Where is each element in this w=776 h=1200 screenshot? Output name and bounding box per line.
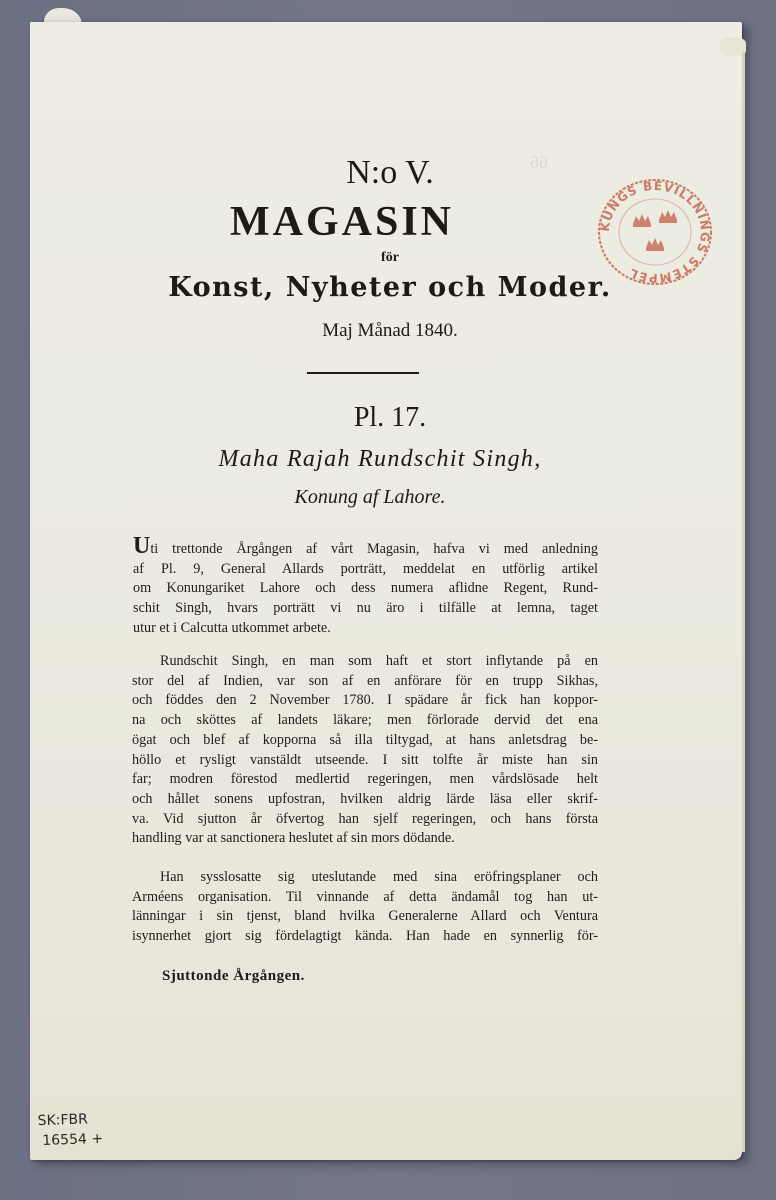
magazine-title: MAGASIN: [230, 199, 455, 245]
text-line: Rundschit Singh, en man som haft et stort inflytande på en: [160, 653, 598, 669]
text-line: Han sysslosatte sig uteslutande med sina eröfringsplaner och: [160, 869, 598, 885]
magazine-subtitle: Konst, Nyheter och Moder.: [168, 272, 612, 303]
text-line: handling var at sanctionera heslutet af sin mors dödande.: [132, 830, 455, 847]
text-line: af Pl. 9, General Allards porträtt, meddelat en utförlig artikel: [133, 560, 598, 577]
document-page: [30, 22, 742, 1160]
portrait-title: Konung af Lahore.: [294, 486, 446, 508]
issue-date: Maj Månad 1840.: [322, 320, 458, 341]
text-line: och föddes den 2 November 1780. I spädare år fick han koppor-: [132, 692, 598, 709]
divider-rule: [307, 372, 419, 374]
text-line: far; modren förestod medlertid regeringen, men vårdslösade helt: [132, 771, 598, 788]
text-line: va. Vid sjutton år öfvertog han sjelf regeringen, och hans första: [132, 810, 598, 827]
svg-text:KUNGS BEVILLNINGS STEMPEL: KUNGS BEVILLNINGS STEMPEL: [597, 178, 713, 286]
bleed-through-page-number: 66: [530, 152, 548, 172]
catalog-code: SK:FBR: [37, 1111, 89, 1130]
text-line: ögat och blef af kopporna så illa tiltygad, at hans anletsdrag be-: [132, 731, 598, 748]
paragraph-1: [133, 533, 598, 639]
paragraph-2: [132, 652, 598, 849]
plate-number: Pl. 17.: [353, 402, 427, 433]
text-line: länningar i sin tjenst, bland hvilka Generalerne Allard och Ventura: [132, 908, 598, 925]
issue-number: N:o V.: [346, 154, 434, 191]
three-crowns-icon: [633, 210, 677, 251]
text-line: och hållet sonens upfostran, hvilken aldrig lärde läsa eller skrif-: [132, 790, 598, 807]
text-line: ti trettonde Årgången af vårt Magasin, hafva vi med anledning: [150, 541, 598, 557]
portrait-subject: Maha Rajah Rundschit Singh,: [218, 446, 542, 472]
text-line: na och sköttes af landets läkare; men förlorade dervid det ena: [132, 712, 598, 729]
text-line: om Konungariket Lahore och dess numera aflidne Regent, Rund-: [133, 580, 598, 597]
signature-line: Sjuttonde Årgången.: [162, 968, 305, 984]
paragraph-3: [132, 868, 598, 947]
title-connector: för: [381, 250, 399, 265]
text-line: Arméens organisation. Til vinnande af detta ändamål tog han ut-: [132, 888, 598, 905]
text-line: schit Singh, hvars porträtt vi nu äro i tilfälle at lemna, taget: [133, 600, 598, 617]
archive-catalog-note: [37, 1109, 103, 1151]
text-line: stor del af Indien, var son af en anförare för en trupp Sikhas,: [132, 672, 598, 689]
tax-stamp-icon: [595, 172, 715, 292]
text-line: utur et i Calcutta utkommet arbete.: [133, 619, 331, 636]
drop-cap: U: [133, 533, 151, 559]
text-line: isynnerhet gjort sig fördelagtigt kända. Han hade en synnerlig för-: [132, 928, 598, 945]
catalog-number: 16554 +: [42, 1130, 104, 1149]
torn-corner: [720, 38, 746, 56]
text-line: höllo et rysligt vanstäldt utseende. I sitt tolfte år miste han sin: [132, 751, 598, 768]
